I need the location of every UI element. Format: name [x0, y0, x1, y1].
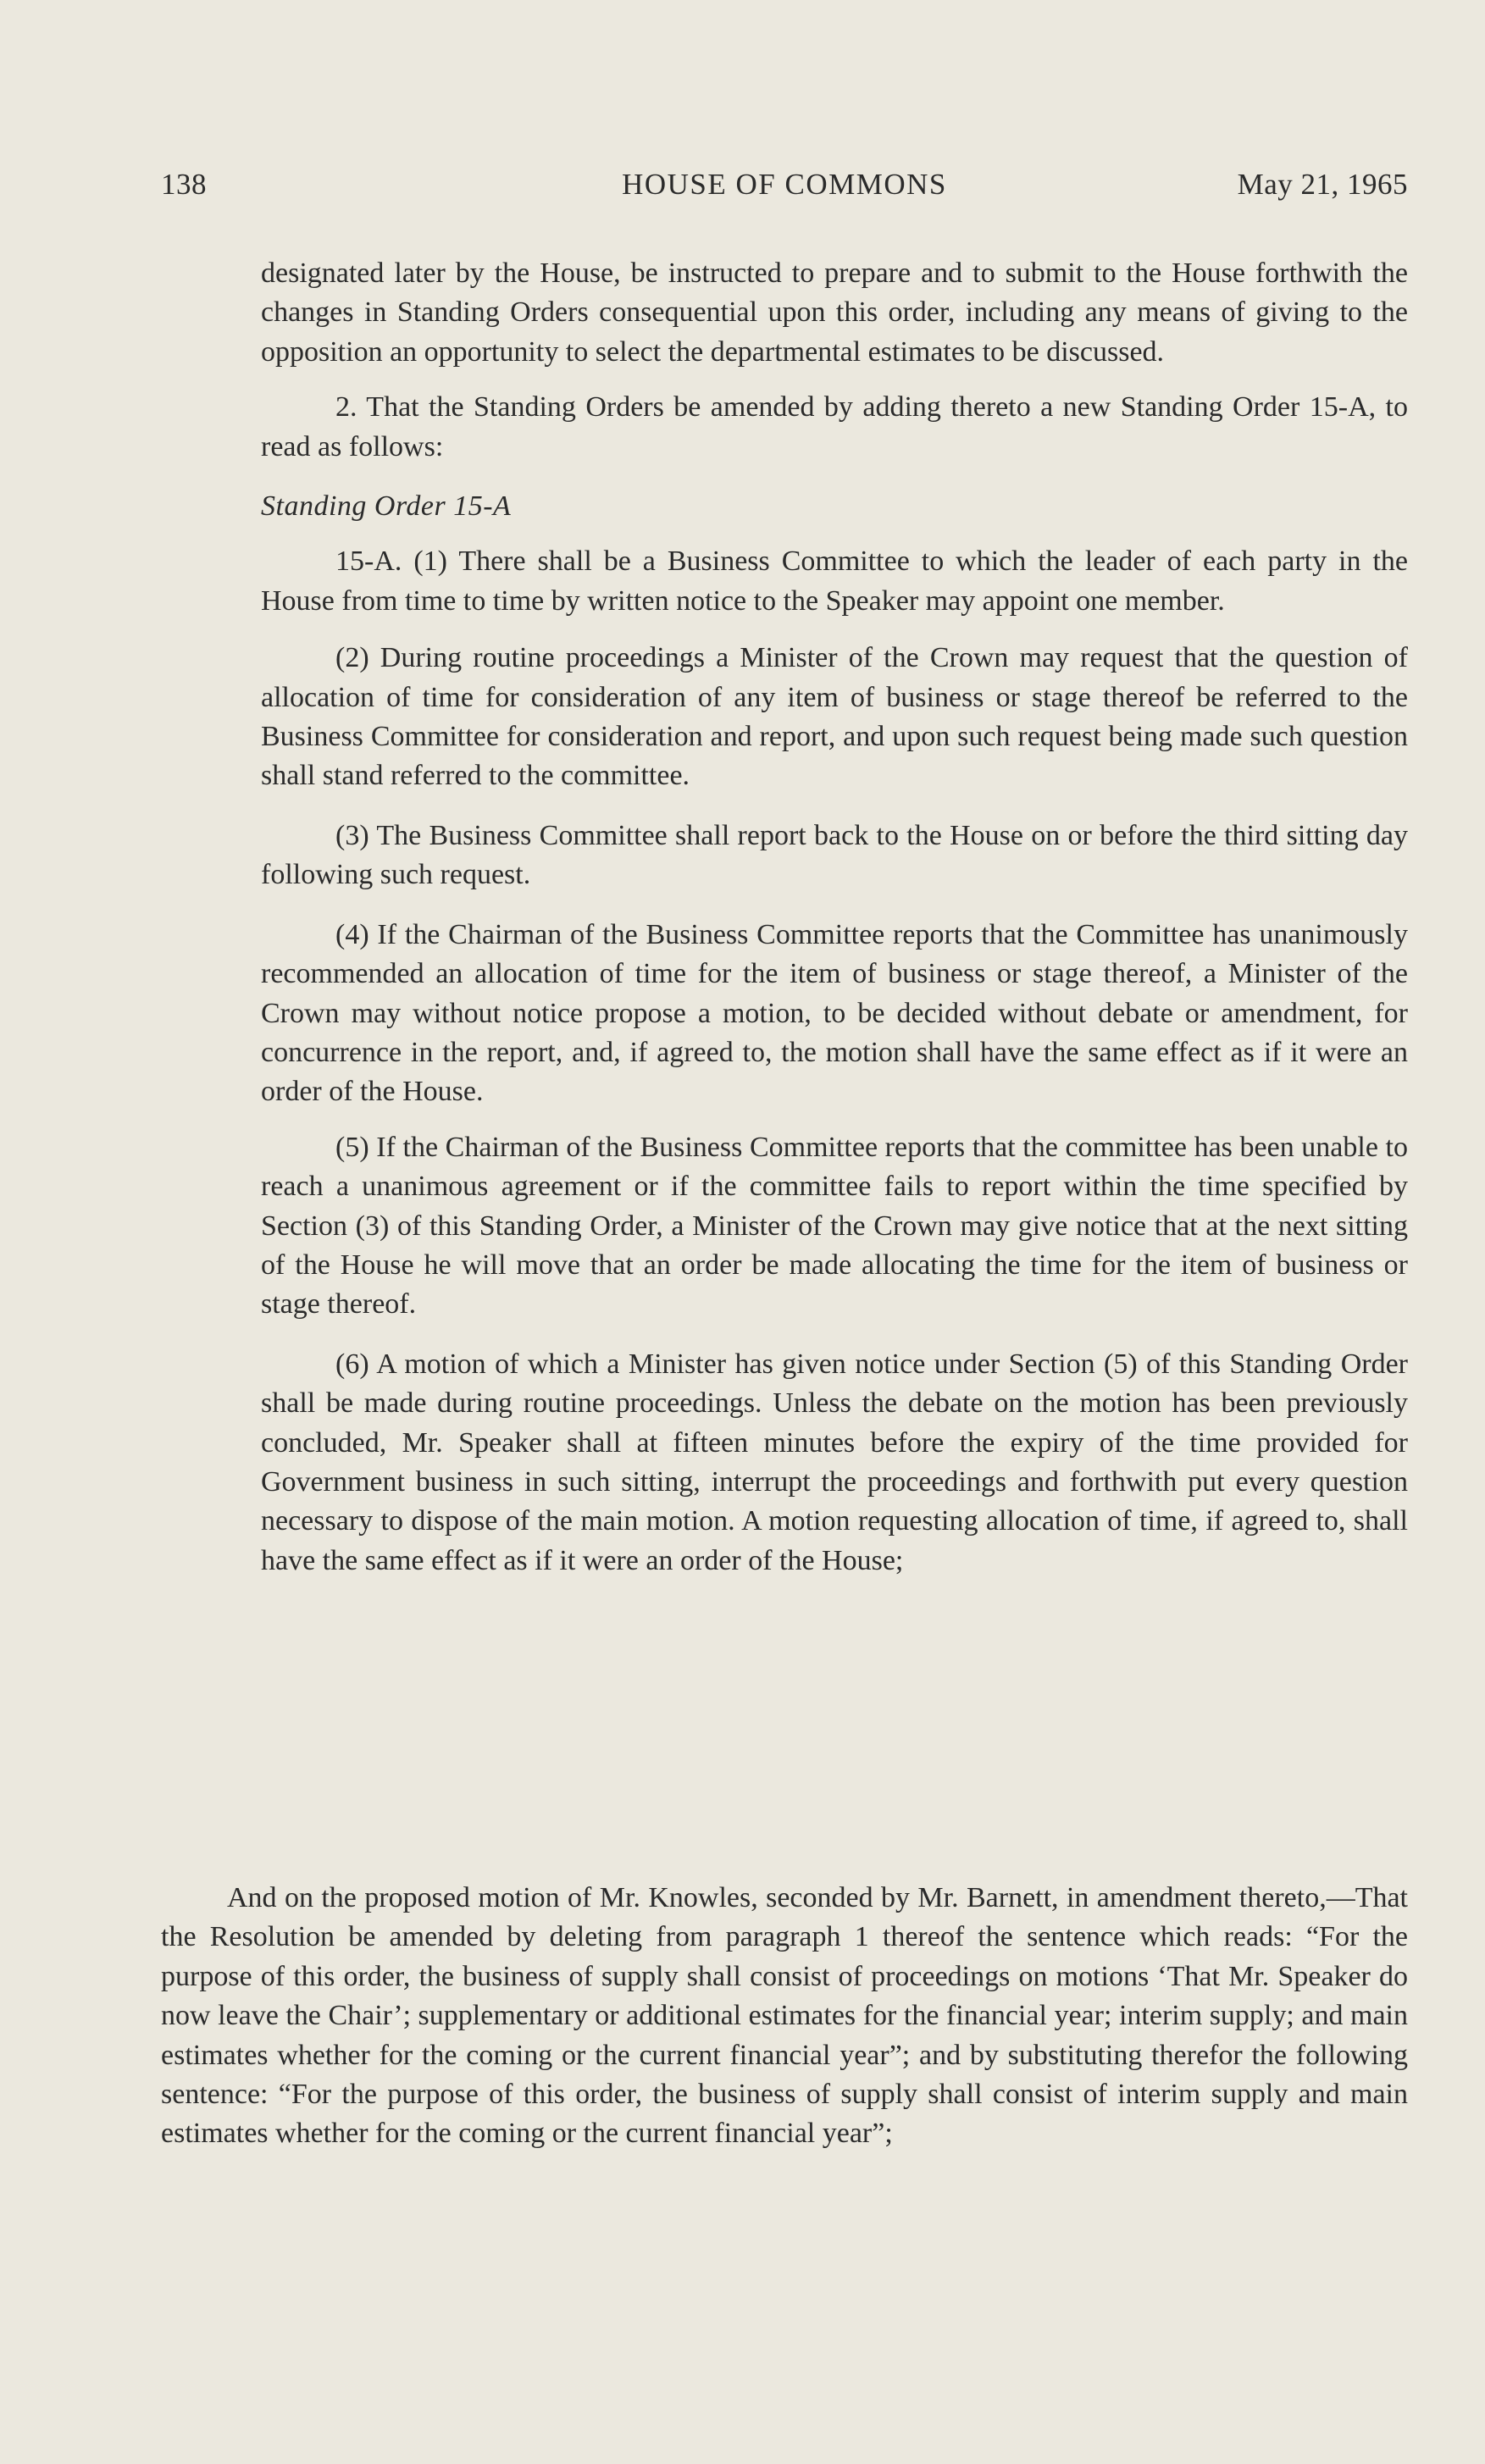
clause-paragraph-2: (2) During routine proceedings a Minister of the Crown may request that the question of allocation of time for consideration of any item of business or stage thereof be referred to the Business Committee for consideration and report, and upon such request being made such question shall stand referred to the committee. — [261, 642, 1408, 792]
page-number: 138 — [161, 168, 207, 201]
clause-paragraph-5: (5) If the Chairman of the Business Committee reports that the committee has been unable to reach a unanimous agreement or if the committee fails to report within the time specified by Section (3) of this Standing Order, a Minister of the Crown may give notice that at the next sitting of the House he will move that an order be made allocating the time for the item of business or stage thereof. — [261, 1131, 1408, 1321]
running-header — [161, 163, 1408, 206]
header-date: May 21, 1965 — [1237, 168, 1408, 201]
motion-item-2-paragraph: 2. That the Standing Orders be amended by adding thereto a new Standing Order 15-A, to read as follows: — [261, 391, 1408, 462]
motion-continuation-paragraph: designated later by the House, be instructed to prepare and to submit to the House forthwith the changes in Standing Orders consequential upon this order, including any means of giving to the opposition an opportunity to select the departmental estimates to be discussed. — [261, 257, 1408, 368]
amendment-paragraph: And on the proposed motion of Mr. Knowles, seconded by Mr. Barnett, in amendment thereto,—That the Resolution be amended by deleting from paragraph 1 thereof the sentence which reads: “For the purpose of this order, the business of supply shall consist of proceedings on motions ‘That Mr. Speaker do now leave the Chair’; supplementary or additional estimates for the financial year; interim supply; and main estimates whether for the coming or the current financial year”; and by substituting therefor the following sentence: “For the purpose of this order, the business of supply shall consist of interim supply and main estimates whether for the coming or the current financial year”; — [161, 1882, 1408, 2150]
standing-order-heading: Standing Order 15-A — [261, 490, 512, 523]
clause-paragraph-4: (4) If the Chairman of the Business Committee reports that the Committee has unanimously recommended an allocation of time for the item of business or stage thereof, a Minister of the Crown may without notice propose a motion, to be decided without debate or amendment, for concurrence in the report, and, if agreed to, the motion shall have the same effect as if it were an order of the House. — [261, 918, 1408, 1108]
clause-paragraph-6: (6) A motion of which a Minister has given notice under Section (5) of this Standing Order shall be made during routine proceedings. Unless the debate on the motion has been previously concluded, Mr. Speaker shall at fifteen minutes before the expiry of the time provided for Government business in such sitting, interrupt the proceedings and forthwith put every question necessary to dispose of the main motion. A motion requesting allocation of time, if agreed to, shall have the same effect as if it were an order of the House; — [261, 1348, 1408, 1576]
motion-text-block — [261, 254, 1408, 1581]
clause-paragraph-3: (3) The Business Committee shall report back to the House on or before the third sitting day following such request. — [261, 819, 1408, 891]
amendment-text-block — [161, 1879, 1408, 2154]
journal-title: HOUSE OF COMMONS — [622, 168, 947, 201]
clause-paragraph-1: 15-A. (1) There shall be a Business Committee to which the leader of each party in the House from time to time by written notice to the Speaker may appoint one member. — [261, 545, 1408, 617]
